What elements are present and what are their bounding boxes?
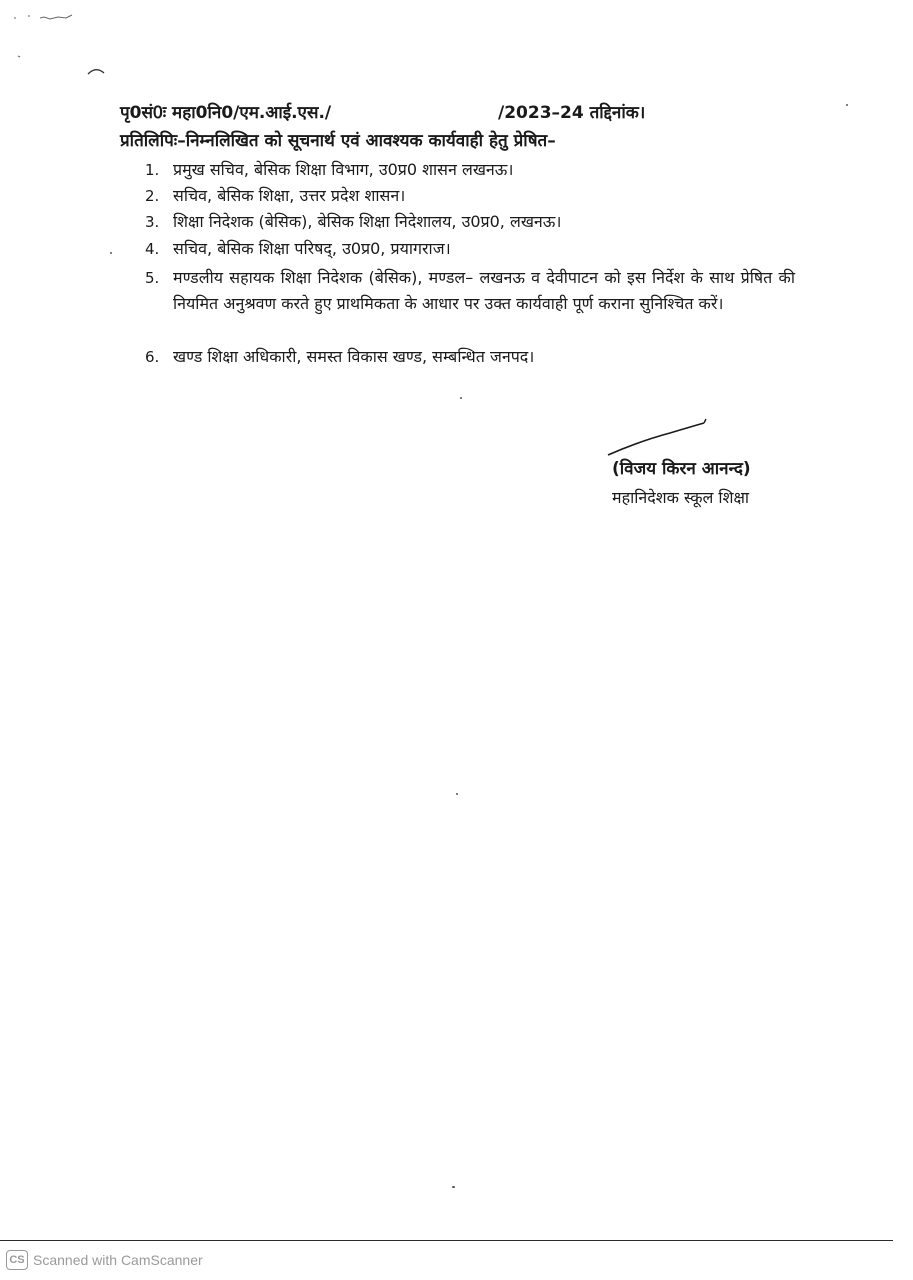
list-number: 3.	[145, 213, 160, 231]
signatory-designation: महानिदेशक स्कूल शिक्षा	[612, 488, 750, 507]
list-item	[145, 265, 795, 317]
list-text: शिक्षा निदेशक (बेसिक), बेसिक शिक्षा निदेशालय, उ0प्र0, लखनऊ।	[173, 212, 562, 231]
list-number: 5.	[145, 269, 160, 287]
list-item	[145, 344, 795, 370]
list-text: सचिव, बेसिक शिक्षा, उत्तर प्रदेश शासन।	[173, 186, 406, 205]
page-bottom-rule	[0, 1240, 893, 1241]
reference-date: /2023–24 तद्दिनांक।	[498, 103, 646, 123]
list-item	[145, 183, 795, 209]
list-text: खण्ड शिक्षा अधिकारी, समस्त विकास खण्ड, सम्बन्धित जनपद।	[173, 347, 535, 366]
scan-speck	[456, 793, 458, 795]
reference-number: पृ0सं0ः महा0नि0/एम.आई.एस./	[120, 103, 332, 123]
scan-speck	[110, 252, 112, 254]
list-text: मण्डलीय सहायक शिक्षा निदेशक (बेसिक), मण्डल– लखनऊ व देवीपाटन को इस निर्देश के साथ प्रेषित की नियमित अनुश्रवण करते हुए प्राथमिकता के आधार पर उक्त कार्यवाही पूर्ण कराना सुनिश्चित करें।	[173, 268, 795, 313]
copy-heading: प्रतिलिपिः–निम्नलिखित को सूचनार्थ एवं आवश्यक कार्यवाही हेतु प्रेषित–	[120, 131, 556, 151]
camscanner-logo-icon: CS	[6, 1250, 28, 1270]
scan-speck	[460, 397, 462, 399]
watermark-text: Scanned with CamScanner	[33, 1252, 203, 1268]
list-item	[145, 236, 795, 262]
signatory-name: (विजय किरन आनन्द)	[612, 459, 751, 479]
list-item	[145, 209, 795, 235]
list-item	[145, 157, 795, 183]
scanner-watermark	[6, 1250, 203, 1270]
list-text: प्रमुख सचिव, बेसिक शिक्षा विभाग, उ0प्र0 शासन लखनऊ।	[173, 160, 514, 179]
scan-marks	[0, 0, 913, 90]
list-text: सचिव, बेसिक शिक्षा परिषद्, उ0प्र0, प्रयागराज।	[173, 239, 451, 258]
list-number: 1.	[145, 161, 160, 179]
list-number: 6.	[145, 348, 160, 366]
scan-speck	[846, 104, 848, 106]
list-number: 2.	[145, 187, 160, 205]
list-number: 4.	[145, 240, 160, 258]
scan-speck	[452, 1186, 455, 1188]
